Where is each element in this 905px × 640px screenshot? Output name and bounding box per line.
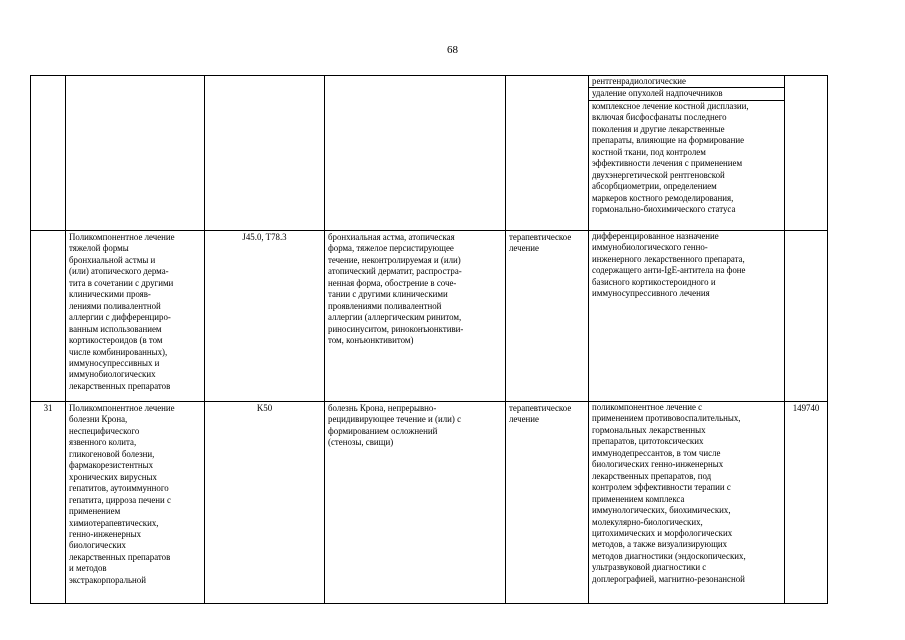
care-name-line: аллергии с дифференциро-: [69, 312, 171, 323]
treatment-type-cell: [506, 402, 589, 604]
patient-model-line: (стенозы, свищи): [328, 437, 394, 448]
care-name-line: иммуносупрессивных и: [69, 357, 160, 368]
table-row: [31, 76, 828, 231]
care-name-line: (или) атопического дерма-: [69, 266, 169, 277]
method-text: [589, 402, 784, 585]
method-text-line: дифференцированное назначение: [592, 231, 719, 241]
care-name-line: клиническими прояв-: [69, 289, 151, 300]
care-name-line: применением: [69, 506, 121, 517]
icd-codes-cell: J45.0, T78.3: [205, 231, 325, 402]
patient-model-cell: [325, 402, 506, 604]
treatment-method-cell: [589, 402, 785, 604]
care-name-line: биологических: [69, 540, 126, 551]
method-text: [589, 231, 784, 300]
care-name-line: тяжелой формы: [69, 243, 129, 254]
care-name-line: числе комбинированных),: [69, 346, 168, 357]
method-text-line: иммуносупрессивного лечения: [592, 288, 710, 299]
method-text-line: применением противовоспалительных,: [592, 413, 741, 424]
cost-cell: [785, 76, 828, 231]
care-name-line: гликогеновой болезни,: [69, 448, 155, 459]
method-text-line: иммунологических, биохимических,: [592, 505, 731, 516]
method-text-line: инженерного лекарственного препарата,: [592, 253, 745, 264]
services-table: [30, 75, 828, 604]
icd-codes-cell: K50: [205, 402, 325, 604]
method-text-line: включая бисфосфанаты последнего: [592, 112, 727, 123]
method-text-line: ультразвуковой диагностики с: [592, 562, 707, 573]
method-text-line: двухэнергетической рентгеновской: [592, 169, 725, 180]
patient-model-line: тании с другими клиническими: [328, 289, 448, 300]
method-text-line: лекарственных препаратов, под: [592, 470, 712, 481]
care-name-line: кортикостероидов (в том: [69, 335, 163, 346]
care-name-line: гепатитов, аутоиммунного: [69, 483, 169, 494]
method-text-line: поликомпонентное лечение с: [592, 402, 703, 412]
table-body: [31, 76, 828, 604]
patient-model-cell: [325, 231, 506, 402]
method-text-line: поколения и другие лекарственные: [592, 123, 725, 134]
treatment-type-line: терапевтическое: [509, 403, 572, 413]
row-number-cell: 31: [31, 402, 66, 604]
care-name-line: болезни Крона,: [69, 414, 128, 425]
patient-model-line: течение, неконтролируемая и (или): [328, 254, 461, 265]
patient-model-line: том, конъюнктивитом): [328, 335, 414, 346]
patient-model-line: ненная форма, обострение в соче-: [328, 277, 457, 288]
patient-model-line: рецидивирующее течение и (или) с: [328, 414, 462, 425]
care-name-line: экстракорпоральной: [69, 574, 146, 585]
care-name-cell: [66, 402, 205, 604]
care-name-line: фармакорезистентных: [69, 460, 154, 471]
treatment-type-cell: [506, 76, 589, 231]
table-row: [31, 231, 828, 402]
care-name-line: ванным использованием: [69, 323, 162, 334]
method-text-line: эффективности лечения с применением: [592, 158, 743, 169]
page-number: 68: [447, 44, 458, 56]
method-text-line: гормональных лекарственных: [592, 424, 706, 435]
table-row: [31, 402, 828, 604]
method-text-line: молекулярно-биологических,: [592, 516, 703, 527]
cost-cell: 149740: [785, 402, 828, 604]
method-text-line: содержащего анти-IgE-антитела на фоне: [592, 265, 746, 276]
care-name-line: язвенного колита,: [69, 437, 137, 448]
method-text-line: гормонально-биохимического статуса: [592, 203, 736, 214]
patient-model-line: атопический дерматит, распростра-: [328, 266, 462, 277]
care-name-line: бронхиальной астмы и: [69, 254, 156, 265]
method-text-line: контролем эффективности терапии с: [592, 482, 731, 493]
method-text-line: цитохимических и морфологических: [592, 527, 733, 538]
method-subrow: рентгенрадиологические: [589, 76, 784, 88]
method-text-line: методов, а также визуализирующих: [592, 539, 728, 550]
method-text-line: препараты, влияющие на формирование: [592, 135, 745, 146]
method-text-line: костной ткани, под контролем: [592, 146, 706, 157]
row-number-cell: [31, 76, 66, 231]
care-name-line: Поликомпонентное лечение: [69, 232, 175, 242]
care-name-line: лекарственных препаратов: [69, 380, 171, 391]
care-name-line: и методов: [69, 563, 107, 574]
care-name-line: химиотерапевтических,: [69, 517, 159, 528]
method-subrow: удаление опухолей надпочечников: [589, 88, 784, 100]
treatment-method-cell: [589, 231, 785, 402]
patient-model-line: проявлениями поливалентной: [328, 300, 442, 311]
method-text-line: применением комплекса: [592, 493, 685, 504]
care-name-line: гепатита, цирроза печени с: [69, 494, 171, 505]
patient-model-line: аллергии (аллергическим ринитом,: [328, 312, 462, 323]
method-text-line: методов диагностики (эндоскопических,: [592, 550, 746, 561]
method-text-line: препаратов, цитотоксических: [592, 436, 704, 447]
method-text-line: иммунодепрессантов, в том числе: [592, 447, 721, 458]
care-name-line: хронических вирусных: [69, 471, 157, 482]
patient-model-line: форма, тяжелое персистирующее: [328, 243, 454, 254]
method-text-line: абсорбциометрии, определением: [592, 181, 717, 192]
care-name-line: иммунобиологических: [69, 369, 156, 380]
care-name-cell: [66, 231, 205, 402]
method-text: [589, 101, 784, 216]
treatment-type-line: терапевтическое: [509, 232, 572, 242]
patient-model-line: формированием осложнений: [328, 425, 438, 436]
care-name-line: генно-инженерных: [69, 528, 142, 539]
patient-model-line: бронхиальная астма, атопическая: [328, 232, 455, 242]
care-name-line: лениями поливалентной: [69, 300, 161, 311]
patient-model-cell: [325, 76, 506, 231]
care-name-cell: [66, 76, 205, 231]
cost-cell: [785, 231, 828, 402]
row-number-cell: [31, 231, 66, 402]
method-text-line: биологических генно-инженерных: [592, 459, 724, 470]
method-text-line: иммунобиологического генно-: [592, 242, 708, 253]
method-text-line: маркеров костного ремоделирования,: [592, 192, 734, 203]
patient-model-line: риносинуситом, риноконъюнктиви-: [328, 323, 464, 334]
treatment-method-cell: [589, 76, 785, 231]
care-name-line: тита в сочетании с другими: [69, 277, 174, 288]
care-name-line: неспецифического: [69, 425, 140, 436]
patient-model-line: болезнь Крона, непрерывно-: [328, 403, 437, 413]
care-name-line: лекарственных препаратов: [69, 551, 171, 562]
treatment-type-line: лечение: [509, 414, 539, 425]
care-name-line: Поликомпонентное лечение: [69, 403, 175, 413]
method-text-line: доплерографией, магнитно-резонансной: [592, 573, 745, 584]
icd-codes-cell: [205, 76, 325, 231]
treatment-type-cell: [506, 231, 589, 402]
method-text-line: базисного кортикостероидного и: [592, 276, 716, 287]
treatment-type-line: лечение: [509, 243, 539, 254]
method-text-line: комплексное лечение костной дисплазии,: [592, 100, 749, 111]
